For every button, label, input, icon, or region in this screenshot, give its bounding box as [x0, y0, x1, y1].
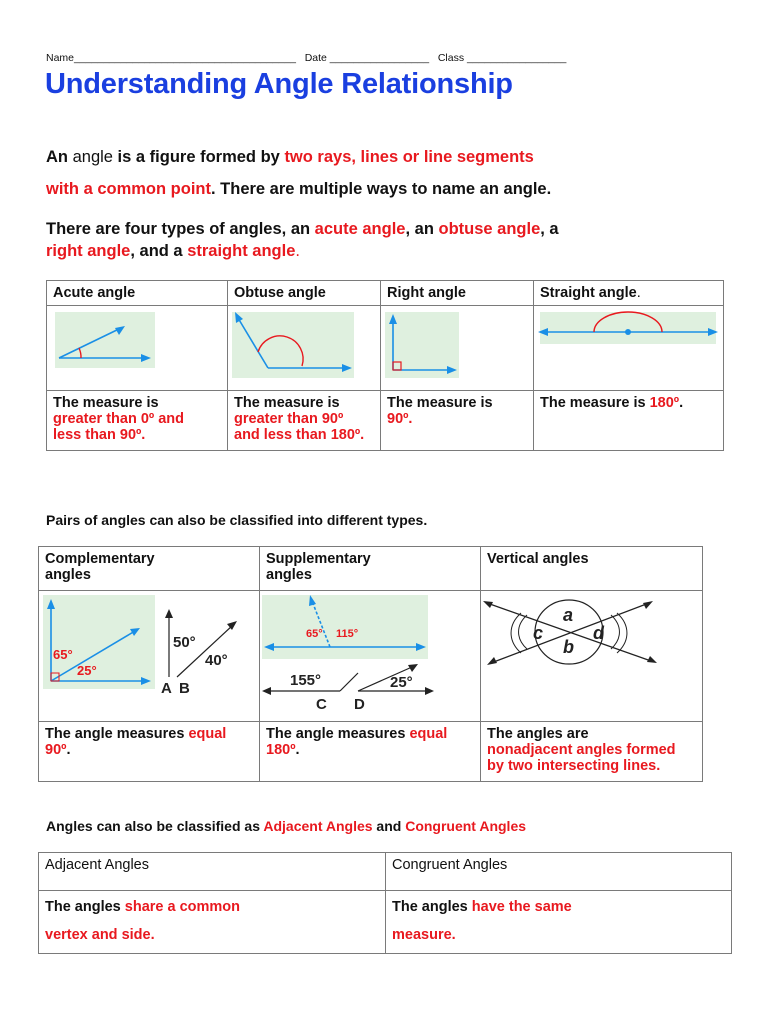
right-diagram — [381, 306, 534, 391]
intro-line-1: An angle is a figure formed by two rays, lines or line segments — [46, 148, 534, 166]
congruent-header: Congruent Angles — [386, 853, 732, 891]
obtuse-header: Obtuse angle — [228, 281, 381, 306]
right-header: Right angle — [381, 281, 534, 306]
adjacent-congruent-table — [38, 852, 732, 954]
svg-text:A: A — [161, 680, 172, 697]
name-label: Name — [46, 52, 75, 64]
date-label: Date — [304, 52, 327, 64]
svg-text:D: D — [354, 696, 365, 713]
date-blank[interactable]: _________________ — [329, 52, 430, 64]
pairs-intro: Pairs of angles can also be classified into different types. — [46, 512, 428, 528]
obtuse-description: The measure is greater than 90º and less than 180º. — [228, 391, 381, 451]
complementary-description: The angle measures equal 90º. — [39, 722, 260, 782]
supplementary-header: Supplementary angles — [260, 547, 481, 591]
svg-text:115°: 115° — [336, 628, 359, 640]
supplementary-diagram — [260, 591, 481, 722]
straight-description: The measure is 180º. — [534, 391, 724, 451]
svg-text:65°: 65° — [53, 647, 73, 662]
vertical-description: The angles are nonadjacent angles formed by two intersecting lines. — [481, 722, 703, 782]
straight-header: Straight angle. — [534, 281, 724, 306]
svg-text:25°: 25° — [390, 674, 413, 691]
adj-intro: Angles can also be classified as Adjacent Angles and Congruent Angles — [46, 818, 527, 834]
header-line — [46, 52, 566, 64]
complementary-header: Complementary angles — [39, 547, 260, 591]
svg-text:a: a — [563, 605, 574, 625]
acute-diagram — [47, 306, 228, 391]
svg-text:65°: 65° — [306, 628, 323, 640]
class-blank[interactable]: _________________ — [467, 52, 567, 64]
supplementary-description: The angle measures equal 180º. — [260, 722, 481, 782]
page-title: Understanding Angle Relationship — [45, 68, 513, 100]
adjacent-header: Adjacent Angles — [39, 853, 386, 891]
svg-text:d: d — [593, 623, 604, 643]
svg-text:B: B — [179, 680, 190, 697]
congruent-description: The angles have the same measure. — [386, 891, 732, 954]
svg-text:C: C — [316, 696, 327, 713]
obtuse-diagram — [228, 306, 381, 391]
name-blank[interactable]: ______________________________________ — [74, 52, 296, 64]
svg-text:155°: 155° — [290, 672, 322, 689]
acute-header: Acute angle — [47, 281, 228, 306]
acute-description: The measure is greater than 0º and less than 90º. — [47, 391, 228, 451]
complementary-diagram — [39, 591, 260, 722]
pairs-table — [38, 546, 703, 782]
svg-text:b: b — [563, 637, 574, 657]
straight-diagram — [534, 306, 724, 391]
svg-text:c: c — [533, 623, 544, 643]
class-label: Class — [437, 52, 465, 64]
intro-line-2: with a common point. There are multiple ways to name an angle. — [46, 180, 552, 198]
types-intro-line-1: There are four types of angles, an acute angle, an obtuse angle, a — [46, 220, 559, 238]
svg-text:25°: 25° — [77, 663, 97, 678]
vertical-header: Vertical angles — [481, 547, 703, 591]
vertical-diagram — [481, 591, 703, 722]
adjacent-description: The angles share a common vertex and side. — [39, 891, 386, 954]
svg-text:40°: 40° — [205, 652, 228, 669]
angle-types-table — [46, 280, 724, 451]
svg-text:50°: 50° — [173, 634, 196, 651]
types-intro-line-2: right angle, and a straight angle. — [46, 242, 300, 260]
right-description: The measure is 90º. — [381, 391, 534, 451]
